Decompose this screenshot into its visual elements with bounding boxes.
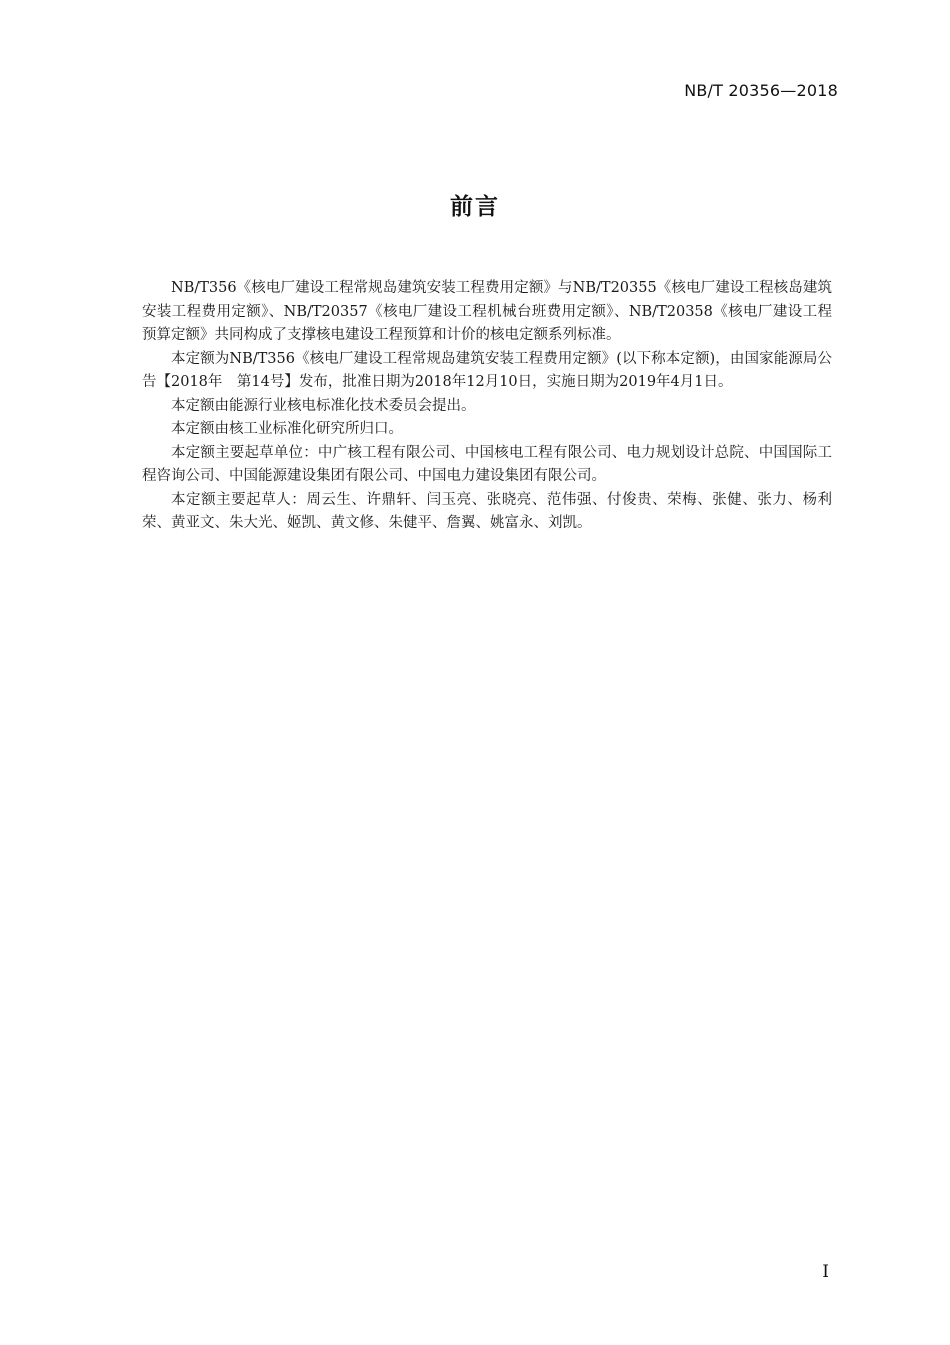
- page-number: I: [822, 1262, 829, 1282]
- paragraph-drafters: 本定额主要起草人：周云生、许鼎轩、闫玉亮、张晓亮、范伟强、付俊贵、荣梅、张健、张力、杨利荣、黄亚文、朱大光、姬凯、黄文修、朱健平、詹翼、姚富永、刘凯。: [142, 491, 832, 531]
- page-title: 前言: [450, 194, 500, 220]
- standard-number: NB/T 20356—2018: [684, 81, 838, 100]
- paragraph-proposer: 本定额由能源行业核电标准化技术委员会提出。: [171, 397, 476, 414]
- paragraph-administrator: 本定额由核工业标准化研究所归口。: [171, 421, 403, 437]
- paragraph-drafting-units: 本定额主要起草单位：中广核工程有限公司、中国核电工程有限公司、电力规划设计总院、中国国际工程咨询公司、中国能源建设集团有限公司、中国电力建设集团有限公司。: [142, 444, 832, 484]
- foreword-body: [142, 277, 832, 536]
- paragraph-publication-info: 本定额为NB/T356《核电厂建设工程常规岛建筑安装工程费用定额》(以下称本定额)，由国家能源局公告【2018年 第14号】发布，批准日期为2018年12月10日，实施日期为2019年4月1日。: [142, 350, 832, 390]
- paragraph-related-standards: NB/T356《核电厂建设工程常规岛建筑安装工程费用定额》与NB/T20355《核电厂建设工程核岛建筑安装工程费用定额》、NB/T20357《核电厂建设工程机械台班费用定额》、NB/T20358《核电厂建设工程预算定额》共同构成了支撑核电建设工程预算和计价的核电定额系列标准。: [142, 280, 832, 343]
